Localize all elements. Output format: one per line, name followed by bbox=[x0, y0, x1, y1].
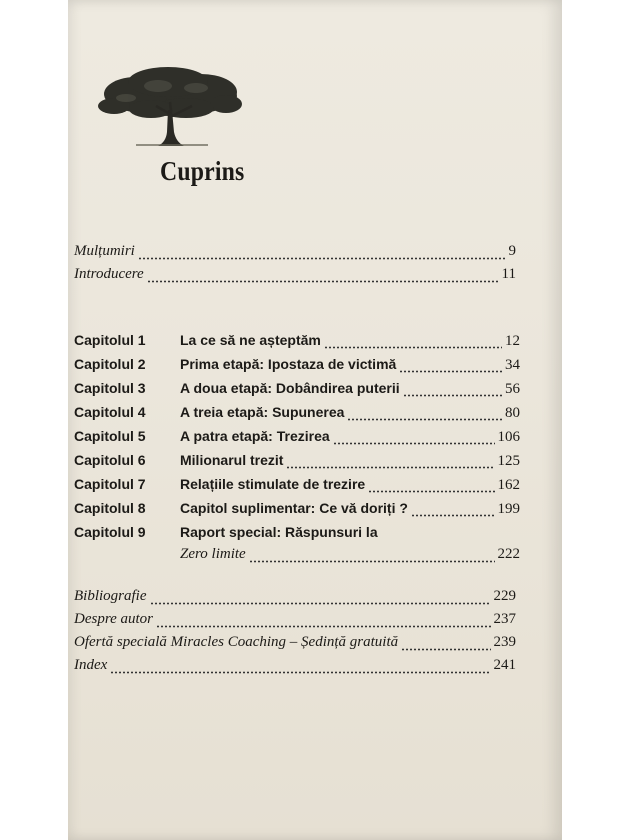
toc-entry-chapter-6[interactable] bbox=[74, 452, 520, 475]
tree-icon bbox=[96, 60, 246, 152]
chapter-number: Capitolul 9 bbox=[74, 524, 146, 540]
dot-leader bbox=[110, 671, 490, 674]
toc-page-number: 11 bbox=[501, 266, 516, 282]
toc-label: Mulțumiri bbox=[74, 243, 135, 259]
toc-page-number: 199 bbox=[497, 501, 520, 517]
dot-leader bbox=[401, 648, 490, 651]
toc-entry-chapter-2[interactable] bbox=[74, 356, 520, 379]
toc-page-number: 56 bbox=[505, 381, 520, 397]
toc-page-number: 229 bbox=[493, 588, 516, 604]
toc-label: Despre autor bbox=[74, 611, 154, 627]
toc-label: Bibliografie bbox=[74, 588, 147, 604]
chapter-title: Raport special: Răspunsuri la bbox=[180, 524, 378, 540]
chapter-title: La ce să ne așteptăm bbox=[180, 332, 321, 348]
toc-page-number: 80 bbox=[505, 405, 520, 421]
chapter-title: A treia etapă: Supunerea bbox=[180, 404, 345, 420]
toc-page-number: 239 bbox=[493, 634, 516, 650]
toc-entry-chapter-1[interactable] bbox=[74, 332, 520, 355]
toc-entry-chapter-9[interactable] bbox=[74, 524, 520, 547]
toc-page-number: 162 bbox=[497, 477, 520, 493]
toc-page-number: 237 bbox=[493, 611, 516, 627]
toc-entry-back-4[interactable] bbox=[74, 657, 516, 679]
chapter-number: Capitolul 5 bbox=[74, 428, 146, 444]
toc-entry-back-3[interactable] bbox=[74, 634, 516, 656]
toc-entry-chapter-7[interactable] bbox=[74, 476, 520, 499]
chapter-title: Prima etapă: Ipostaza de victimă bbox=[180, 356, 397, 372]
chapter-number: Capitolul 3 bbox=[74, 380, 146, 396]
toc-label: Introducere bbox=[74, 266, 144, 282]
dot-leader bbox=[347, 418, 502, 421]
toc-page-number: 241 bbox=[493, 657, 516, 673]
chapter-number: Capitolul 6 bbox=[74, 452, 146, 468]
toc-page-number: 222 bbox=[497, 546, 520, 562]
toc-entry-front-1[interactable] bbox=[74, 243, 516, 265]
toc-entry-front-2[interactable] bbox=[74, 266, 516, 288]
toc-entry-back-1[interactable] bbox=[74, 588, 516, 610]
chapter-number: Capitolul 2 bbox=[74, 356, 146, 372]
dot-leader bbox=[399, 370, 502, 373]
chapter-title: A patra etapă: Trezirea bbox=[180, 428, 330, 444]
dot-leader bbox=[333, 442, 495, 445]
chapter-title: Relațiile stimulate de trezire bbox=[180, 476, 366, 492]
chapter-title: Milionarul trezit bbox=[180, 452, 284, 468]
dot-leader bbox=[249, 560, 495, 563]
chapter-title-continued: Zero limite bbox=[180, 546, 246, 562]
dot-leader bbox=[156, 625, 490, 628]
chapter-number: Capitolul 8 bbox=[74, 500, 146, 516]
dot-leader bbox=[411, 514, 495, 517]
dot-leader bbox=[147, 280, 499, 283]
toc-page-number: 106 bbox=[497, 429, 520, 445]
dot-leader bbox=[324, 346, 502, 349]
dot-leader bbox=[368, 490, 494, 493]
toc-entry-back-2[interactable] bbox=[74, 611, 516, 633]
toc-label: Ofertă specială Miracles Coaching – Ședință gratuită bbox=[74, 634, 399, 650]
book-page bbox=[68, 0, 562, 840]
dot-leader bbox=[150, 602, 491, 605]
dot-leader bbox=[138, 257, 506, 260]
chapter-number: Capitolul 1 bbox=[74, 332, 146, 348]
toc-entry-chapter-8[interactable] bbox=[74, 500, 520, 523]
page-title: Cuprins bbox=[160, 156, 245, 186]
dot-leader bbox=[403, 394, 502, 397]
toc-entry-chapter-9-continued[interactable] bbox=[180, 546, 520, 569]
toc-entry-chapter-3[interactable] bbox=[74, 380, 520, 403]
chapter-number: Capitolul 7 bbox=[74, 476, 146, 492]
toc-entry-chapter-4[interactable] bbox=[74, 404, 520, 427]
toc-page-number: 9 bbox=[508, 243, 516, 259]
toc-page-number: 125 bbox=[497, 453, 520, 469]
toc-label: Index bbox=[74, 657, 108, 673]
toc-page-number: 34 bbox=[505, 357, 520, 373]
toc-page-number: 12 bbox=[505, 333, 520, 349]
chapter-number: Capitolul 4 bbox=[74, 404, 146, 420]
toc-entry-chapter-5[interactable] bbox=[74, 428, 520, 451]
dot-leader bbox=[286, 466, 494, 469]
chapter-title: Capitol suplimentar: Ce vă doriți ? bbox=[180, 500, 408, 516]
chapter-title: A doua etapă: Dobândirea puterii bbox=[180, 380, 400, 396]
